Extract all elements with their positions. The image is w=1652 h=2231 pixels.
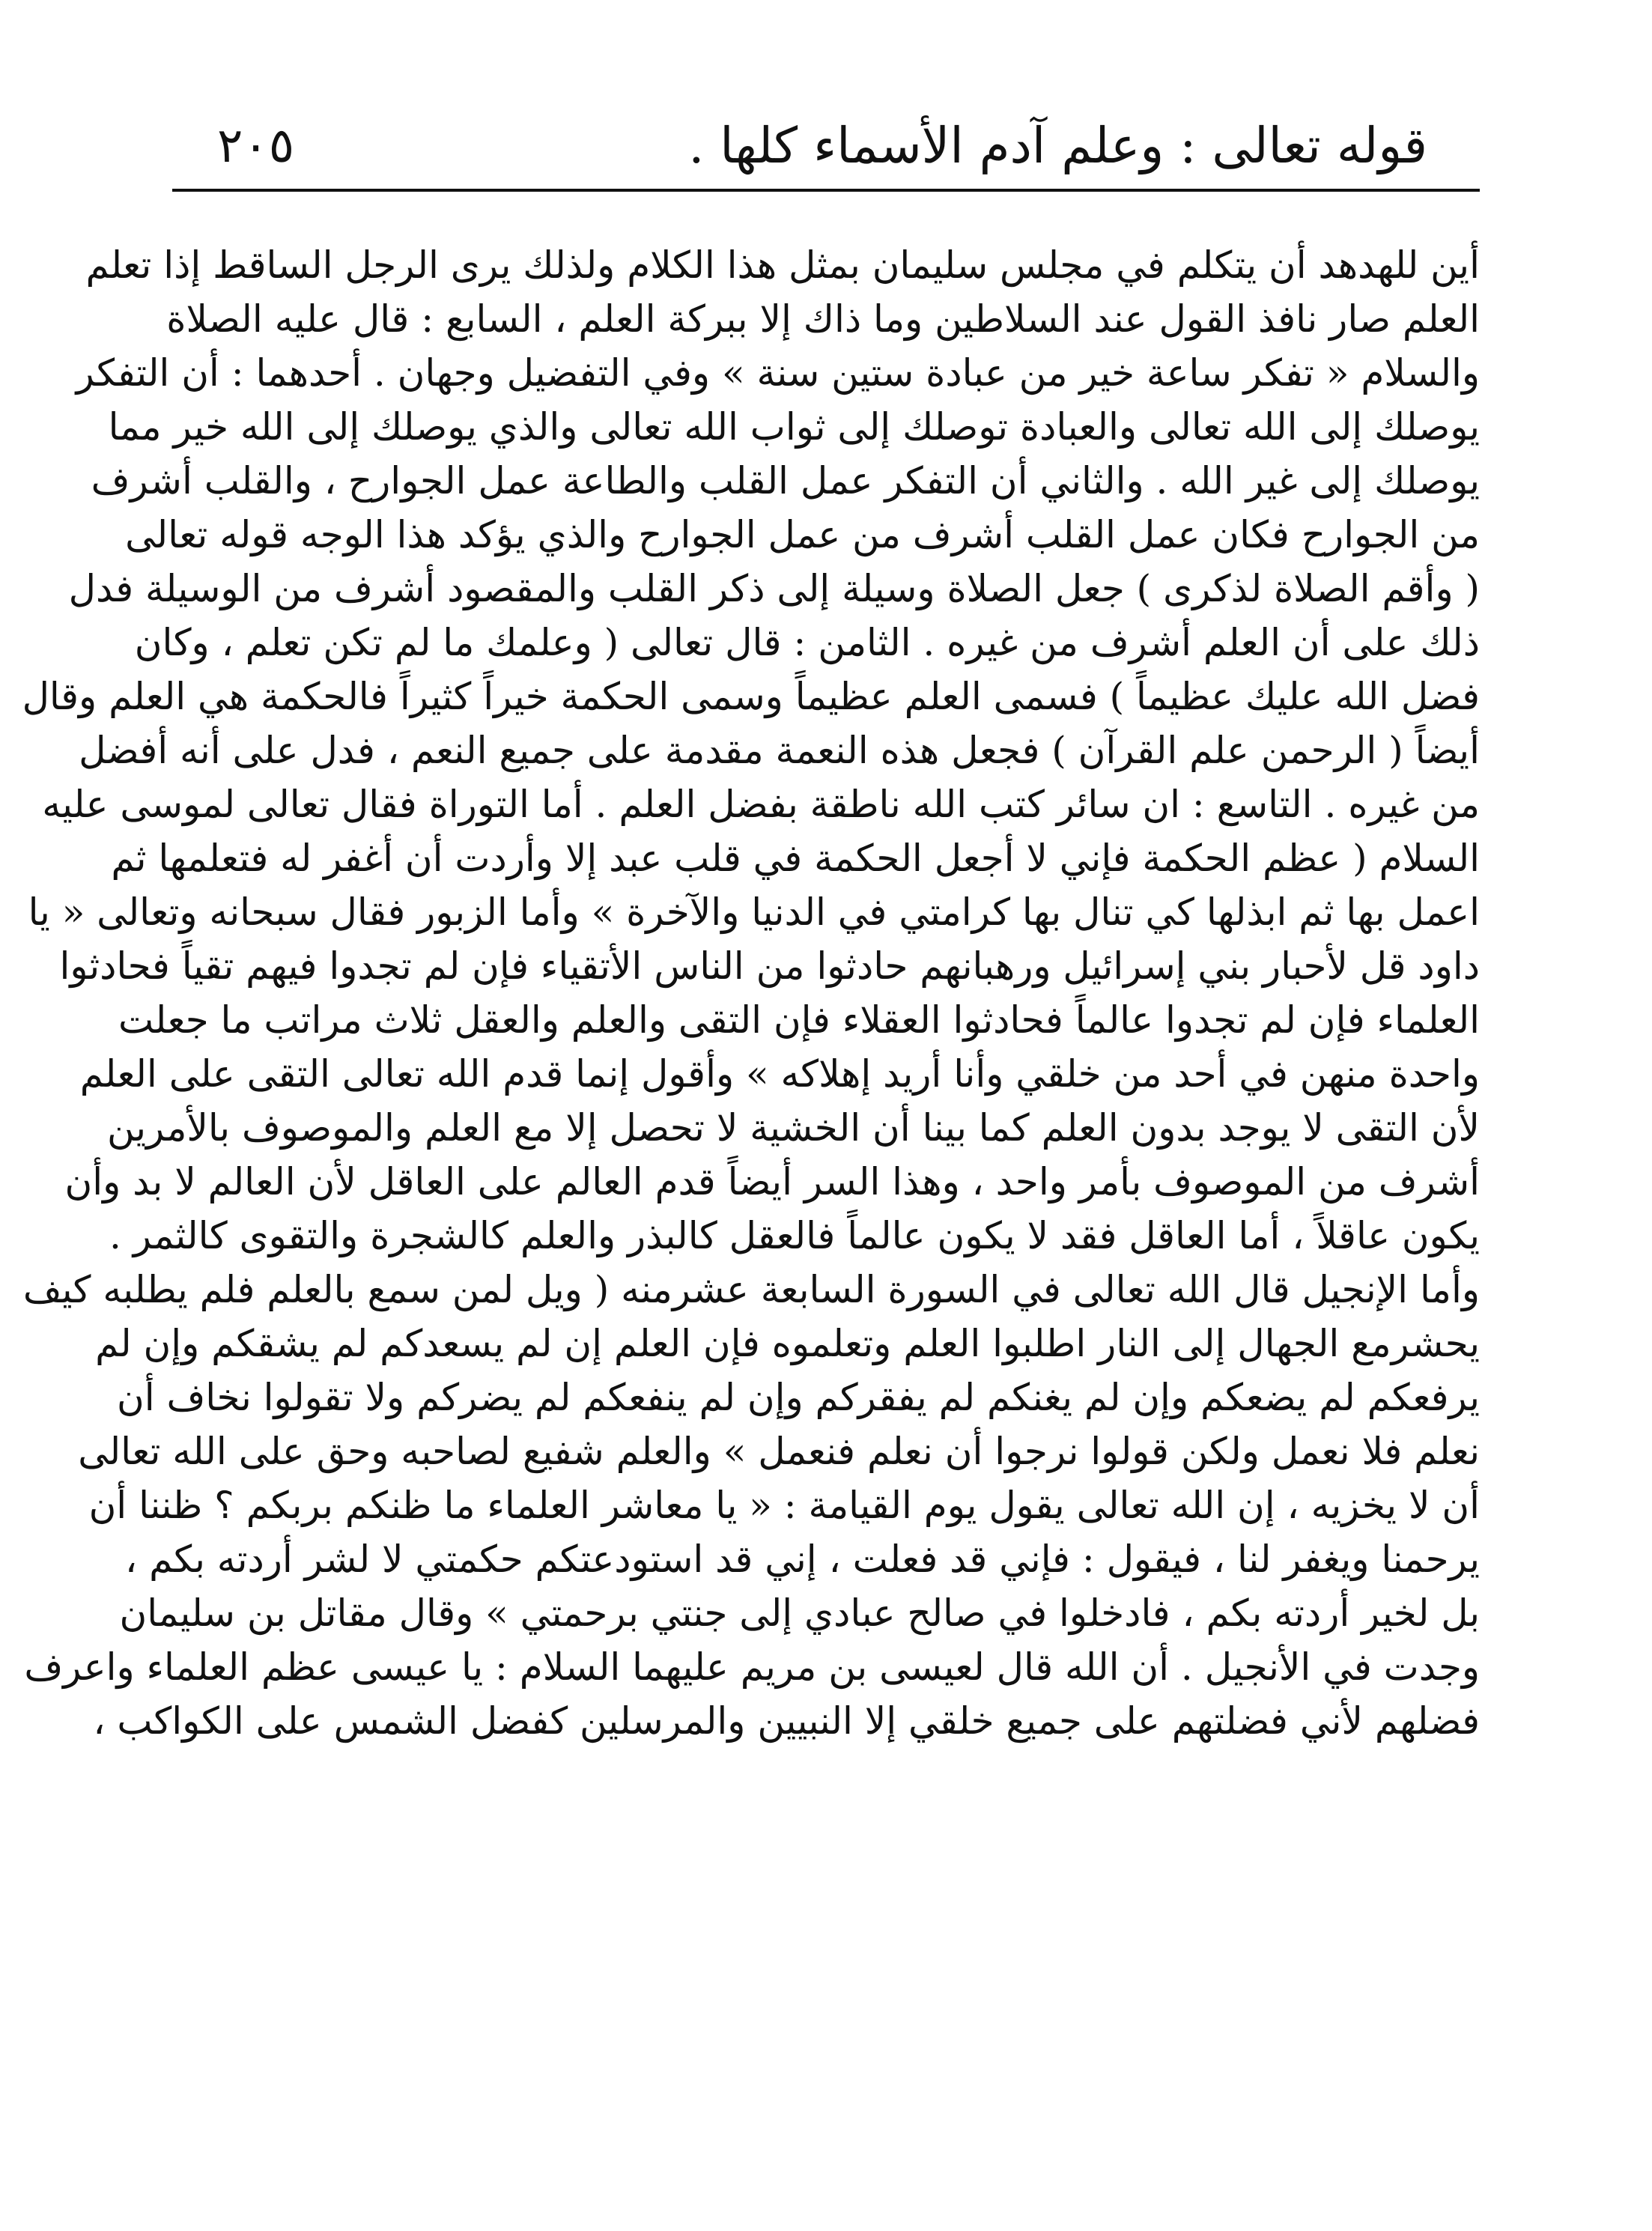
text-line: أن لا يخزيه ، إن الله تعالى يقول يوم القيامة : « يا معاشر العلماء ما ظنكم بربكم ؟ ظننا أن xyxy=(88,1484,1480,1527)
text-line: العلم صار نافذ القول عند السلاطين وما ذاك إلا ببركة العلم ، السابع : قال عليه الصلاة xyxy=(166,297,1480,341)
text-line: داود قل لأحبار بني إسرائيل ورهبانهم حادثوا من الناس الأتقياء فإن لم تجدوا فيهم تقياً فحادثوا xyxy=(59,944,1480,988)
text-line: يرفعكم لم يضعكم وإن لم يغنكم لم يفقركم وإن لم ينفعكم لم يضركم ولا تقولوا نخاف أن xyxy=(116,1376,1480,1419)
text-line: العلماء فإن لم تجدوا عالماً فحادثوا العقلاء فإن التقى والعلم والعقل ثلاث مراتب ما جعلت xyxy=(118,998,1480,1042)
text-line: يكون عاقلاً ، أما العاقل فقد لا يكون عالماً فالعقل كالبذر والعلم كالشجرة والتقوى كالثمر . xyxy=(109,1214,1480,1257)
body-text xyxy=(22,238,1480,1748)
text-line: فضلهم لأني فضلتهم على جميع خلقي إلا النبيين والمرسلين كفضل الشمس على الكواكب ، xyxy=(93,1699,1480,1743)
text-line: أشرف من الموصوف بأمر واحد ، وهذا السر أيضاً قدم العالم على العاقل لأن العالم لا بد وأن xyxy=(64,1160,1480,1203)
text-line: يوصلك إلى غير الله . والثاني أن التفكر عمل القلب والطاعة عمل الجوارح ، والقلب أشرف xyxy=(91,459,1480,503)
text-line: فضل الله عليك عظيماً ) فسمى العلم عظيماً وسمى الحكمة خيراً كثيراً فالحكمة هي العلم وقال xyxy=(22,675,1480,718)
page-number: ٢٠٥ xyxy=(217,118,295,174)
text-line: أين للهدهد أن يتكلم في مجلس سليمان بمثل هذا الكلام ولذلك يرى الرجل الساقط إذا تعلم xyxy=(85,243,1480,287)
text-line: بل لخير أردته بكم ، فادخلوا في صالح عبادي إلى جنتي برحمتي » وقال مقاتل بن سليمان xyxy=(119,1591,1480,1635)
text-line: لأن التقى لا يوجد بدون العلم كما بينا أن الخشية لا تحصل إلا مع العلم والموصوف بالأمرين xyxy=(107,1106,1480,1150)
page-header xyxy=(172,105,1480,187)
text-line: من الجوارح فكان عمل القلب أشرف من عمل الجوارح والذي يؤكد هذا الوجه قوله تعالى xyxy=(125,513,1480,556)
text-line: أيضاً ( الرحمن علم القرآن ) فجعل هذه النعمة مقدمة على جميع النعم ، فدل على أنه أفضل xyxy=(79,729,1480,772)
text-line: يحشرمع الجهال إلى النار اطلبوا العلم وتعلموه فإن العلم إن لم يسعدكم لم يشقكم وإن لم xyxy=(95,1322,1480,1365)
text-line: وأما الإنجيل قال الله تعالى في السورة السابعة عشرمنه ( ويل لمن سمع بالعلم فلم يطلبه كيف xyxy=(22,1268,1480,1311)
running-title: قوله تعالى : وعلم آدم الأسماء كلها . xyxy=(688,117,1427,174)
text-line: اعمل بها ثم ابذلها كي تنال بها كرامتي في الدنيا والآخرة » وأما الزبور فقال سبحانه وتعالى « يا xyxy=(28,890,1480,934)
text-line: يرحمنا ويغفر لنا ، فيقول : فإني قد فعلت ، إني قد استودعتكم حكمتي لا لشر أردته بكم ، xyxy=(125,1538,1480,1581)
text-line: السلام ( عظم الحكمة فإني لا أجعل الحكمة في قلب عبد إلا وأردت أن أغفر له فتعلمها ثم xyxy=(111,837,1480,880)
text-line: واحدة منهن في أحد من خلقي وأنا أريد إهلاكه » وأقول إنما قدم الله تعالى التقى على العلم xyxy=(79,1052,1480,1096)
text-line: نعلم فلا نعمل ولكن قولوا نرجوا أن نعلم فنعمل » والعلم شفيع لصاحبه وحق على الله تعالى xyxy=(78,1430,1480,1473)
text-line: من غيره . التاسع : ان سائر كتب الله ناطقة بفضل العلم . أما التوراة فقال تعالى لموسى عليه xyxy=(42,783,1480,826)
text-line: ذلك على أن العلم أشرف من غيره . الثامن : قال تعالى ( وعلمك ما لم تكن تعلم ، وكان xyxy=(134,621,1480,664)
header-divider xyxy=(172,189,1480,192)
text-line: وجدت في الأنجيل . أن الله قال لعيسى بن مريم عليهما السلام : يا عيسى عظم العلماء واعرف xyxy=(24,1645,1480,1689)
text-line: يوصلك إلى الله تعالى والعبادة توصلك إلى ثواب الله تعالى والذي يوصلك إلى الله خير مما xyxy=(108,405,1480,449)
text-line: ( وأقم الصلاة لذكرى ) جعل الصلاة وسيلة إلى ذكر القلب والمقصود أشرف من الوسيلة فدل xyxy=(68,567,1480,610)
text-line: والسلام « تفكر ساعة خير من عبادة ستين سنة » وفي التفضيل وجهان . أحدهما : أن التفكر xyxy=(76,351,1480,395)
